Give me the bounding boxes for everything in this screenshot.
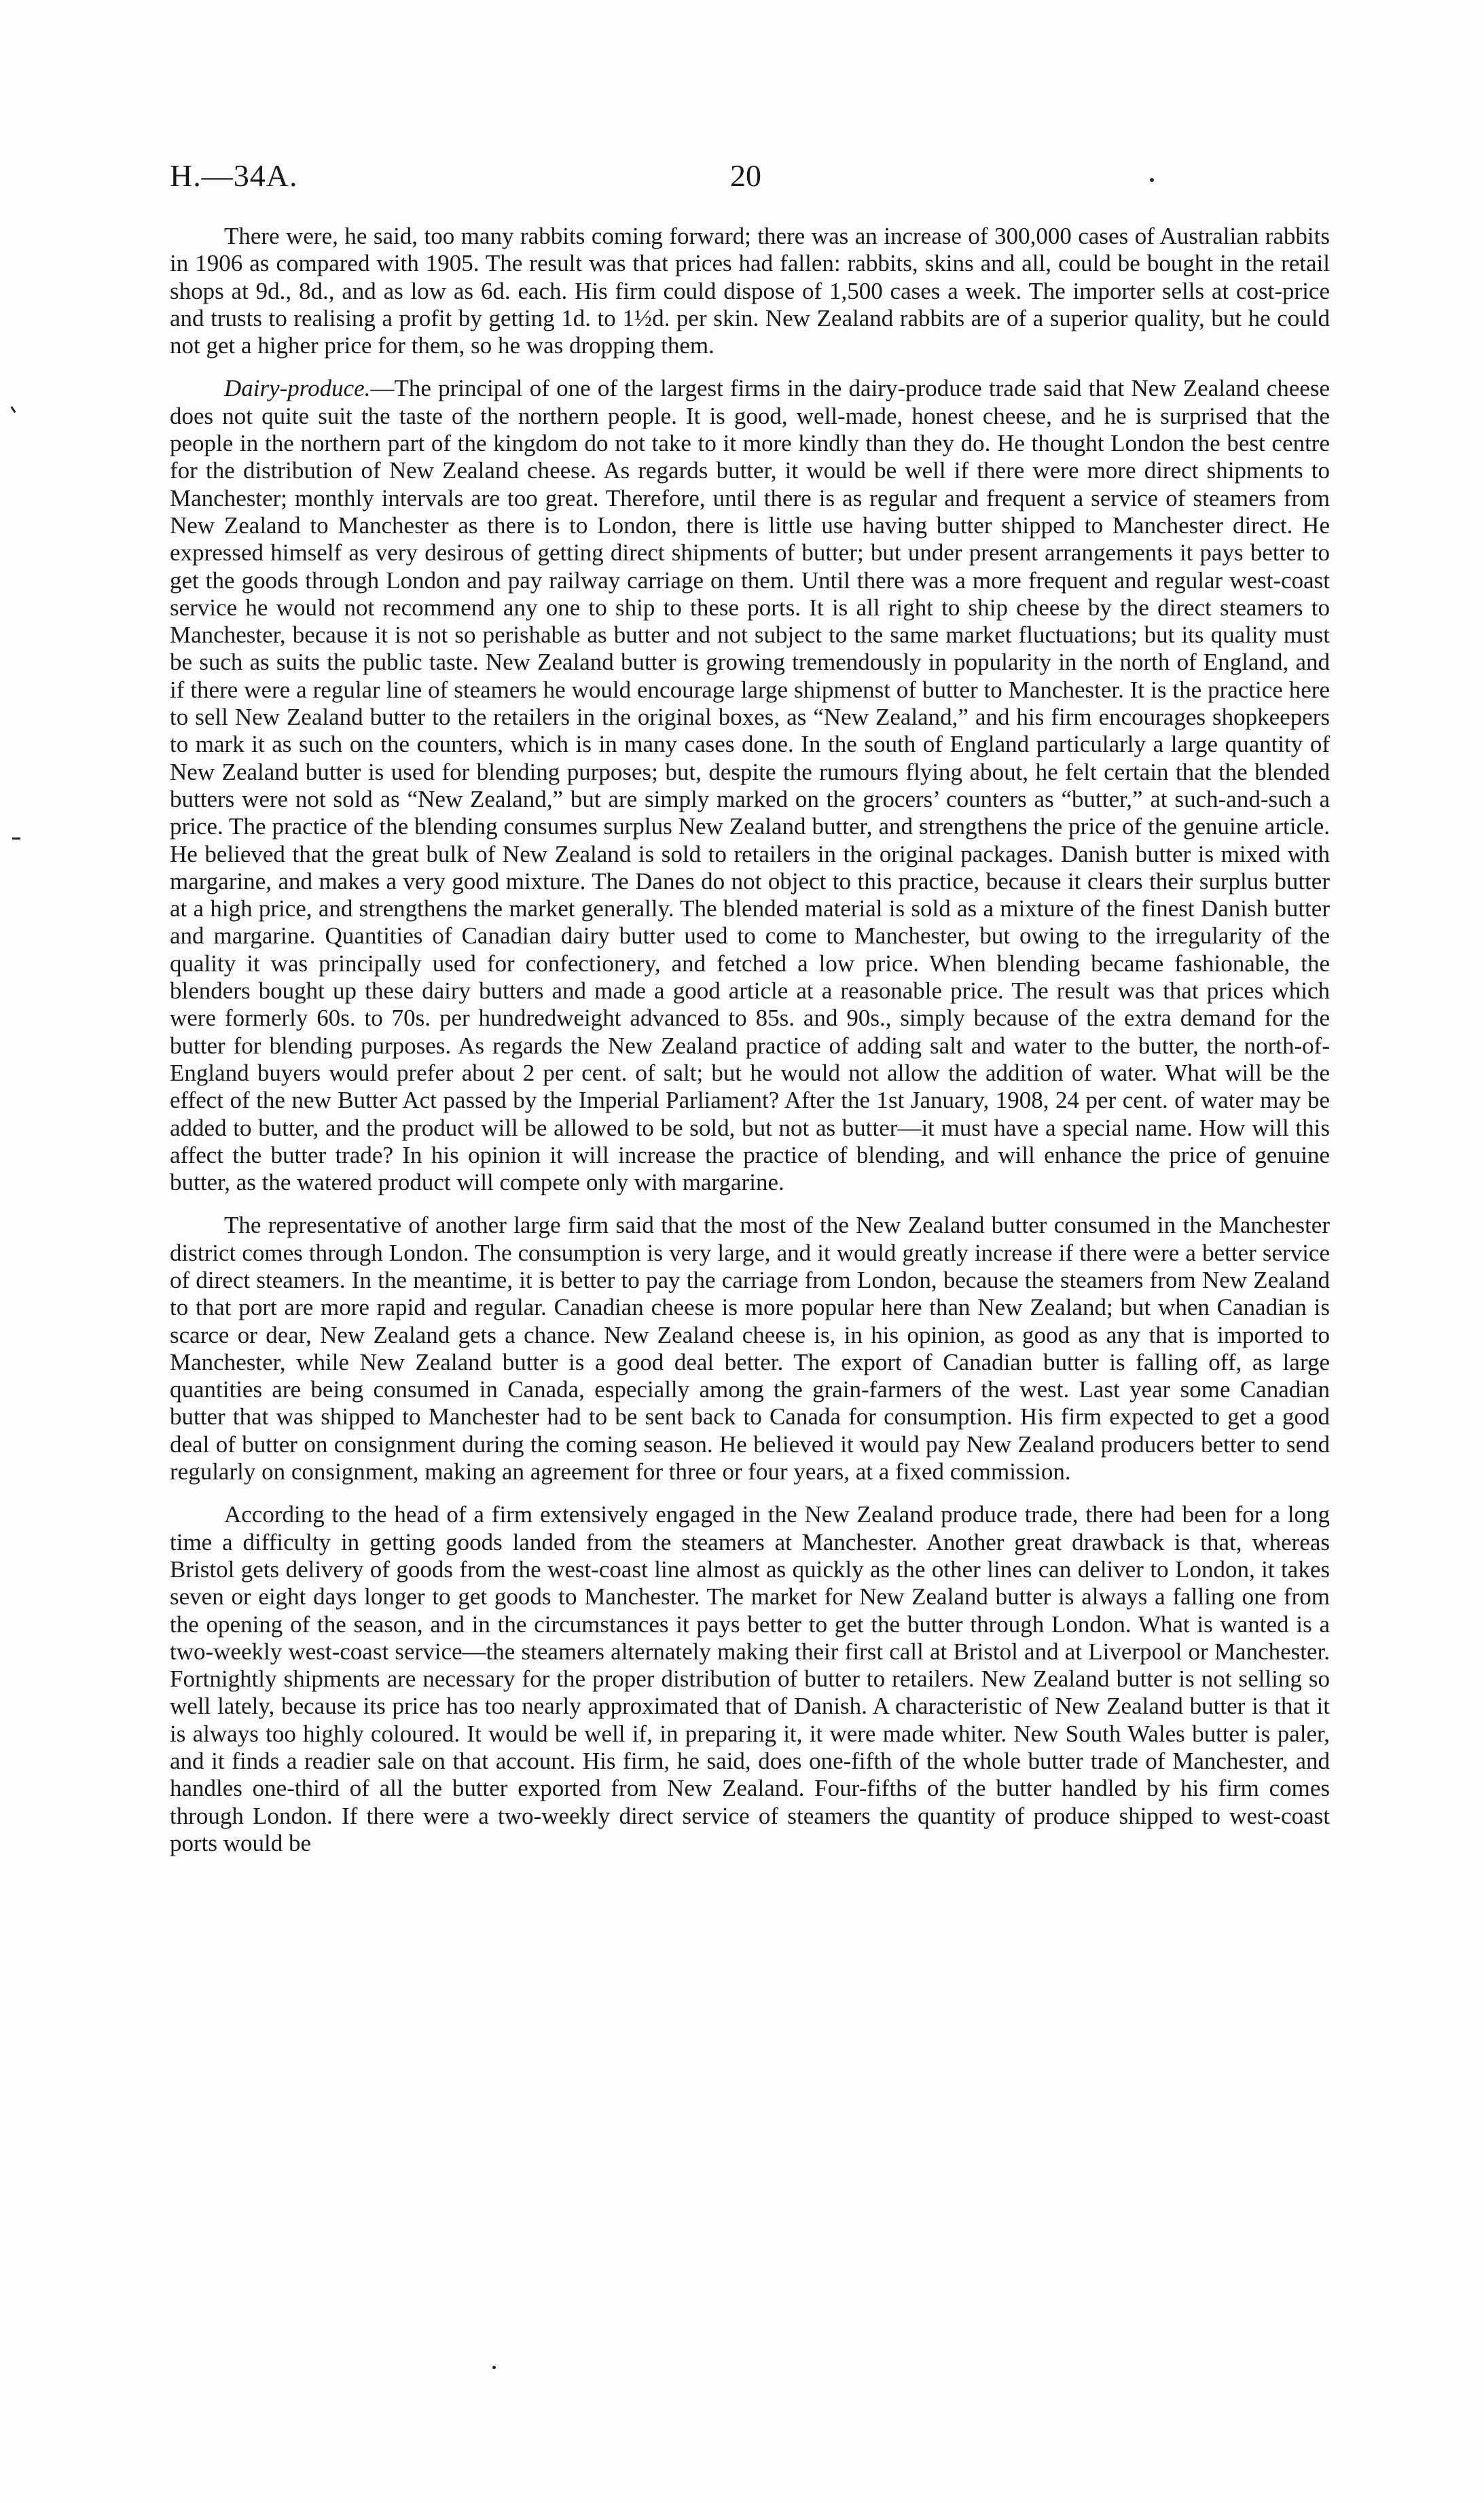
stray-mark-bottom [492,2366,496,2369]
paragraph-dairy-produce-text: —The principal of one of the largest firms in the dairy-produce trade said that New Zealand cheese does not quite suit the taste of the northern people. It is good, well-made, honest cheese, and he is surprised that the people in the northern part of the kingdom do not take to it more kindly than they do. He thought London the best centre for the distribution of New Zealand cheese. As regards butter, it would be well if there were more direct shipments to Manchester; monthly intervals are too great. Therefore, until there is as regular and frequent a service of steamers from New Zealand to Manchester as there is to London, there is little use having butter shipped to Manchester direct. He expressed himself as very desirous of getting direct shipments of butter; but under present arrangements it pays better to get the goods through London and pay railway carriage on them. Until there was a more frequent and regular west-coast service he would not recommend any one to ship to these ports. It is all right to ship cheese by the direct steamers to Manchester, because it is not so perishable as butter and not subject to the same market fluctuations; but its quality must be such as suits the public taste. New Zealand butter is growing tremendously in popularity in the north of England, and if there were a regular line of steamers he would encourage large shipmenst of butter to Manchester. It is the practice here to sell New Zealand butter to the retailers in the original boxes, as “New Zealand,” and his firm encourages shopkeepers to mark it as such on the counters, which is in many cases done. In the south of England particularly a large quantity of New Zealand butter is used for blending purposes; but, despite the rumours flying about, he felt certain that the blended butters were not sold as “New Zealand,” but are simply marked on the grocers’ counters as “butter,” at such-and-such a price. The practice of the blending consumes surplus New Zealand butter, and strengthens the price of the genuine article. He believed that the great bulk of New Zealand is sold to retailers in the original packages. Danish butter is mixed with margarine, and makes a very good mixture. The Danes do not object to this practice, because it clears their surplus butter at a high price, and strengthens the market generally. The blended material is sold as a mixture of the finest Danish butter and margarine. Quantities of Canadian dairy butter used to come to Manchester, but owing to the irregularity of the quality it was principally used for confectionery, and fetched a low price. When blending became fashionable, the blenders bought up these dairy butters and made a good article at a reasonable price. The result was that prices which were formerly 60s. to 70s. per hundredweight advanced to 85s. and 90s., simply because of the extra demand for the butter for blending purposes. As regards the New Zealand practice of adding salt and water to the butter, the north-of-England buyers would prefer about 2 per cent. of salt; but he would not allow the addition of water. What will be the effect of the new Butter Act passed by the Imperial Parliament? After the 1st January, 1908, 24 per cent. of water may be added to butter, and the product will be allowed to be sold, but not as butter—it must have a special name. How will this affect the butter trade? In his opinion it will increase the practice of blending, and will enhance the price of genuine butter, as the watered product will compete only with margarine. [170,375,1330,1196]
paragraph-dairy-produce [170,375,1330,1196]
paragraph-produce-trade: According to the head of a firm extensively engaged in the New Zealand produce trade, there had been for a long time a difficulty in getting goods landed from the steamers at Manchester. Another great drawback is that, whereas Bristol gets delivery of goods from the west-coast line almost as quickly as the other lines can deliver to London, it takes seven or eight days longer to get goods to Manchester. The market for New Zealand butter is always a falling one from the opening of the season, and in the circumstances it pays better to get the butter through London. What is wanted is a two-weekly west-coast service—the steamers alternately making their first call at Bristol and at Liverpool or Manchester. Fortnightly shipments are necessary for the proper distribution of butter to retailers. New Zealand butter is not selling so well lately, because its price has too nearly approximated that of Danish. A characteristic of New Zealand butter is that it is always too highly coloured. It would be well if, in preparing it, it were made whiter. New South Wales butter is paler, and it finds a readier sale on that account. His firm, he said, does one-fifth of the whole butter trade of Manchester, and handles one-third of all the butter exported from New Zealand. Four-fifths of the butter handled by his firm comes through London. If there were a two-weekly direct service of steamers the quantity of produce shipped to west-coast ports would be [170,1501,1330,1856]
section-heading-dairy-produce: Dairy-produce. [224,375,371,402]
body-text [170,223,1330,1857]
page-header [170,158,1324,198]
document-reference: H.—34A. [170,158,298,193]
stray-mark-margin [10,406,16,413]
paragraph-another-firm: The representative of another large firm said that the most of the New Zealand butter consumed in the Manchester district comes through London. The consumption is very large, and it would greatly increase if there were a better service of direct steamers. In the meantime, it is better to pay the carriage from London, because the steamers from New Zealand to that port are more rapid and regular. Canadian cheese is more popular here than New Zealand; but when Canadian is scarce or dear, New Zealand gets a chance. New Zealand cheese is, in his opinion, as good as any that is imported to Manchester, while New Zealand butter is a good deal better. The export of Canadian butter is falling off, as large quantities are being consumed in Canada, especially among the grain-farmers of the west. Last year some Canadian butter that was shipped to Manchester had to be sent back to Canada for consumption. His firm expected to get a good deal of butter on consignment during the coming season. He believed it would pay New Zealand producers better to send regularly on consignment, making an agreement for three or four years, at a fixed commission. [170,1212,1330,1485]
page-number: 20 [730,158,761,193]
stray-mark-left [12,838,20,840]
paragraph-rabbits: There were, he said, too many rabbits coming forward; there was an increase of 300,000 cases of Australian rabbits in 1906 as compared with 1905. The result was that prices had fallen: rabbits, skins and all, could be bought in the retail shops at 9d., 8d., and as low as 6d. each. His firm could dispose of 1,500 cases a week. The importer sells at cost-price and trusts to realising a profit by getting 1d. to 1½d. per skin. New Zealand rabbits are of a superior quality, but he could not get a higher price for them, so he was dropping them. [170,223,1330,359]
